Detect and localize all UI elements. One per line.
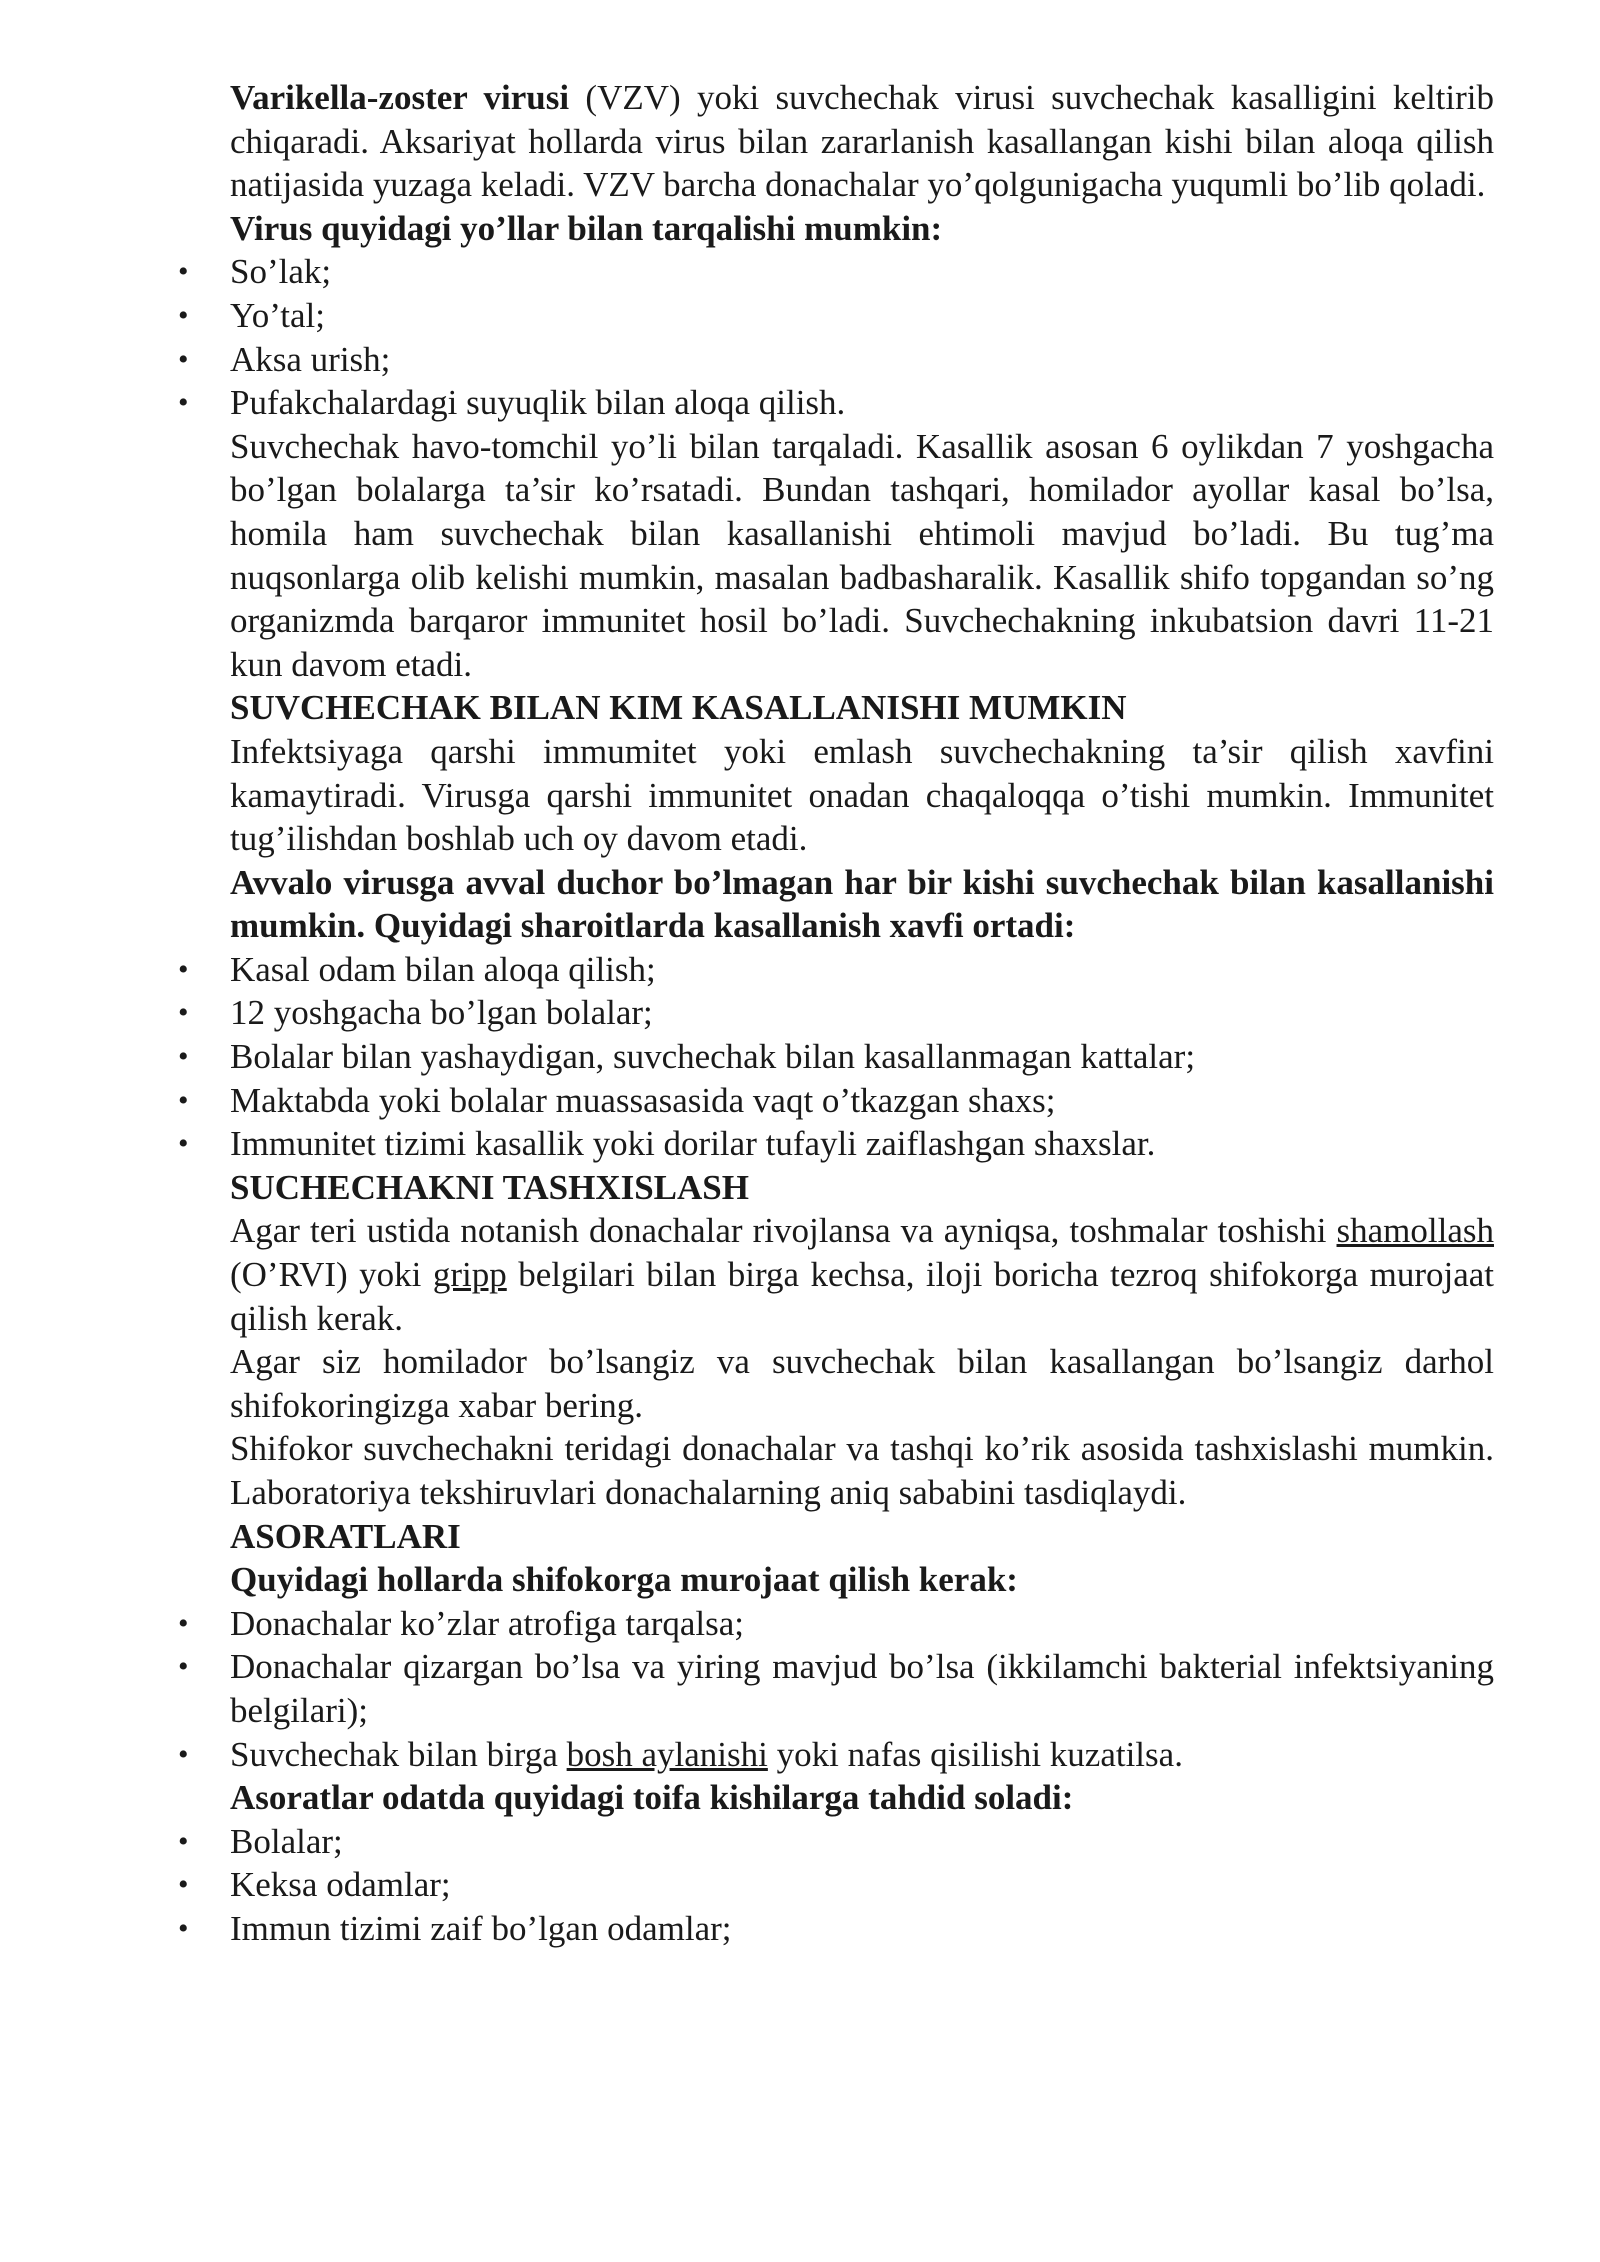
complications-subheading: Quyidagi hollarda shifokorga murojaat qilish kerak:	[230, 1560, 1018, 1600]
list-item: • Yo’tal;	[230, 294, 1494, 338]
diagnosis-heading: SUCHECHAKNI TASHXISLASH	[230, 1167, 749, 1207]
who-heading: SUVCHECHAK BILAN KIM KASALLANISHI MUMKIN	[230, 688, 1127, 728]
intro-text: (VZV) yoki suvchechak virusi suvchechak kasalligini keltirib chiqaradi. Aksariyat hollarda virus bilan zararlanish kasallangan kishi bilan aloqa qilish natijasida yuzaga keladi. VZV barcha donachalar yo’qolgunigacha yuqumli bo’lib qoladi.	[230, 78, 1494, 205]
list-item: • Immun tizimi zaif bo’lgan odamlar;	[230, 1907, 1494, 1951]
gripp-link[interactable]: gripp	[432, 1255, 507, 1295]
list-item: • Donachalar qizargan bo’lsa va yiring mavjud bo’lsa (ikkilamchi bakterial infektsiyaning belgilari);	[230, 1645, 1494, 1732]
risk-groups-list	[230, 1820, 1494, 1951]
list-item-text: yoki nafas qisilishi kuzatilsa.	[767, 1734, 1183, 1774]
list-item: • Bolalar bilan yashaydigan, suvchechak bilan kasallanmagan kattalar;	[230, 1035, 1494, 1079]
shamollash-link[interactable]: shamollash	[1336, 1211, 1494, 1251]
list-item: • So’lak;	[230, 250, 1494, 294]
list-item	[230, 1733, 1494, 1777]
risk-groups-heading: Asoratlar odatda quyidagi toifa kishilarga tahdid soladi:	[230, 1778, 1074, 1818]
spread-list	[230, 250, 1494, 424]
diagnosis-text: (O’RVI) yoki	[230, 1255, 433, 1295]
list-item: • 12 yoshgacha bo’lgan bolalar;	[230, 991, 1494, 1035]
list-item: • Aksa urish;	[230, 338, 1494, 382]
complications-list	[230, 1602, 1494, 1776]
who-paragraph: Infektsiyaga qarshi immumitet yoki emlash suvchechakning ta’sir qilish xavfini kamaytiradi. Virusga qarshi immunitet onadan chaqaloqqa o’tishi mumkin. Immunitet tug’ilishdan boshlab uch oy davom etadi.	[230, 731, 1494, 859]
list-item: • Keksa odamlar;	[230, 1863, 1494, 1907]
list-item: • Donachalar ko’zlar atrofiga tarqalsa;	[230, 1602, 1494, 1646]
spread-paragraph: Suvchechak havo-tomchil yo’li bilan tarqaladi. Kasallik asosan 6 oylikdan 7 yoshgacha bo’lgan bolalarga ta’sir ko’rsatadi. Bundan tashqari, homilador ayollar kasal bo’lsa, homila ham suvchechak bilan kasallanishi ehtimoli mavjud bo’ladi. Bu tug’ma nuqsonlarga olib kelishi mumkin, masalan badbasharalik. Kasallik shifo topgandan so’ng organizmda barqaror immunitet hosil bo’ladi. Suvchechakning inkubatsion davri 11-21 kun davom etadi.	[230, 426, 1494, 684]
list-item: • Pufakchalardagi suyuqlik bilan aloqa qilish.	[230, 381, 1494, 425]
list-item: • Kasal odam bilan aloqa qilish;	[230, 948, 1494, 992]
list-item: • Immunitet tizimi kasallik yoki dorilar tufayli zaiflashgan shaxslar.	[230, 1122, 1494, 1166]
intro-term: Varikella-zoster virusi	[230, 78, 570, 117]
diagnosis-text: belgilari bilan birga kechsa, iloji boricha tezroq shifokorga murojaat qilish kerak.	[230, 1255, 1494, 1338]
who-bold-paragraph: Avvalo virusga avval duchor bo’lmagan har bir kishi suvchechak bilan kasallanishi mumkin. Quyidagi sharoitlarda kasallanish xavfi ortadi:	[230, 862, 1494, 946]
complications-heading: ASORATLARI	[230, 1516, 461, 1556]
document-page	[230, 76, 1494, 1951]
bosh-aylanishi-link[interactable]: bosh aylanishi	[566, 1734, 768, 1774]
list-item-text: Suvchechak bilan birga	[230, 1734, 567, 1774]
risk-factors-list	[230, 948, 1494, 1166]
intro-paragraph	[230, 76, 1494, 207]
diagnosis-paragraph-1	[230, 1209, 1494, 1340]
list-item: • Maktabda yoki bolalar muassasasida vaqt o’tkazgan shaxs;	[230, 1079, 1494, 1123]
spread-heading: Virus quyidagi yo’llar bilan tarqalishi mumkin:	[230, 208, 943, 248]
diagnosis-text: Agar teri ustida notanish donachalar rivojlansa va ayniqsa, toshmalar toshishi	[230, 1211, 1337, 1251]
diagnosis-paragraph-2: Agar siz homilador bo’lsangiz va suvchechak bilan kasallangan bo’lsangiz darhol shifokoringizga xabar bering.	[230, 1342, 1494, 1425]
diagnosis-paragraph-3: Shifokor suvchechakni teridagi donachalar va tashqi ko’rik asosida tashxislashi mumkin. Laboratoriya tekshiruvlari donachalarning aniq sababini tasdiqlaydi.	[230, 1429, 1494, 1512]
list-item: • Bolalar;	[230, 1820, 1494, 1864]
